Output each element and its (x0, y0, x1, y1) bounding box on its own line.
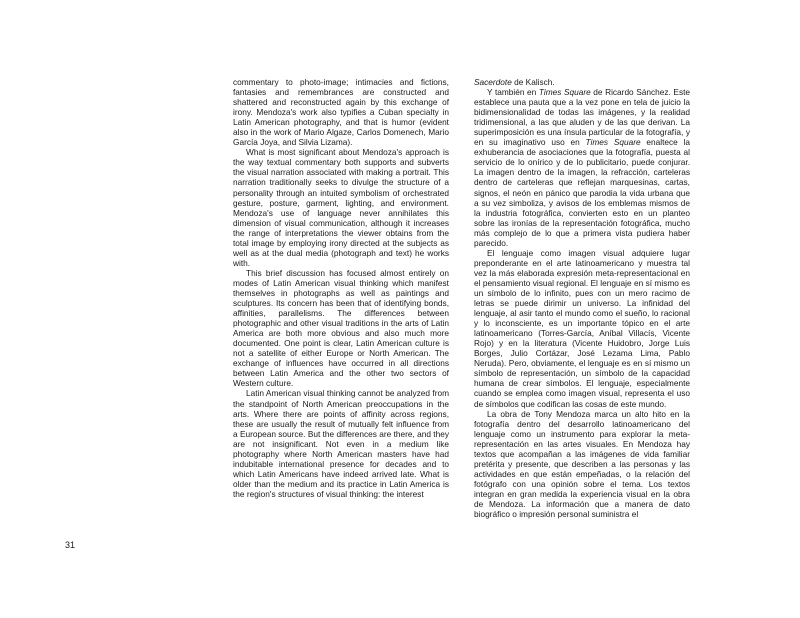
paragraph-text: Y también en (487, 87, 539, 98)
paragraph: commentary to photo-image; intimacies and fictions, fantasies and remembrances are constructed and shattered and reconstructed again by this exchange of irony. Mendoza's work also typifies a Cuban specialty in Latin American photography, and that is humor (evident also in the work of Mario Algaze, Carlos Domenech, Mario García Joya, and Silvia Lizama). (233, 77, 449, 148)
spanish-text-column (474, 77, 690, 519)
paragraph (474, 77, 690, 87)
italic-title: Sacerdote (474, 77, 512, 87)
paragraph (474, 87, 690, 248)
paragraph: La obra de Tony Mendoza marca un alto hito en la fotografía dentro del desarrollo latinoamericano del lenguaje como un instrumento para explorar la meta-representación en las artes visuales. En Mendoza hay textos que acompañan a las imágenes de vida familiar pretérita y presente, que describen a las personas y las actividades en que están empeñadas, o la relación del fotógrafo con una opinión sobre el tema. Los textos integran en gran medida la experiencia visual en la obra de Mendoza. La información que a manera de dato biográfico o impresión personal suministra el (474, 408, 690, 520)
paragraph-text: de Ricardo Sánchez. Este establece una pauta que a la vez pone en tela de juicio la bidimensionalidad de todas las imágenes, y la realidad tridimensional, a las que aluden y de las que derivan. La superimposición es una ínsula particular de la fotografía, y en su imaginativo uso en (474, 87, 691, 148)
italic-title: Times Square (538, 87, 591, 98)
italic-title: Times Square (585, 137, 641, 148)
paragraph: What is most significant about Mendoza's approach is the way textual commentary both supports and subverts the visual narration associated with making a portrait. This narration traditionally seeks to divulge the structure of a personality through an intuited symbolism of orchestrated gesture, posture, garment, lighting, and environment. Mendoza's use of language never annihilates this dimension of visual communication, although it increases the range of interpretations the viewer obtains from the total image by employing irony directed at the subjects as well as at the dual media (photograph and text) he works with. (233, 147, 449, 268)
paragraph: El lenguaje como imagen visual adquiere lugar preponderante en el arte latinoamericano y muestra tal vez la más elaborada expresión meta-representacional en el pensamiento visual regional. El lenguaje en sí mismo es un símbolo de lo infinito, pues con un mero racimo de letras se puede dirimir un universo. La infinidad del lenguaje, al asir tanto el mundo como el sueño, lo racional y lo inconsciente, es un importante tópico en el arte latinoamericano (Torres-García, Aníbal Villacís, Vicente Rojo) y en la literatura (Vicente Huidobro, Jorge Luis Borges, Julio Cortázar, José Lezama Lima, Pablo Neruda). Pero, obviamente, el lenguaje es en sí mismo un símbolo de representación, un símbolo de la capacidad humana de crear símbolos. El lenguaje, especialmente cuando se emplea como imagen visual, representa el uso de símbolos que codifican las cosas de este mundo. (474, 247, 690, 409)
page-number: 31 (65, 540, 76, 550)
paragraph-text: de Kalisch. (511, 77, 555, 87)
paragraph-text: enaltece la exhuberancia de asociaciones que la fotografía, puesta al servicio de lo onírico y de lo publicitario, puede conjurar. La imagen dentro de la imagen, la refracción, carteleras dentro de carteleras que reflejan marquesinas, cartas, signos, el neón en pánico que parodia la vida urbana que a su vez simboliza, y avisos de los emblemas mismos de la industria fotográfica, convierten esto en un planteo sobre las ironías de la representación fotográfica, mucho más complejo de lo que a primera vista pudiera haber parecido. (474, 137, 691, 248)
english-text-column (233, 77, 449, 499)
paragraph: Latin American visual thinking cannot be analyzed from the standpoint of North American preoccupations in the arts. Where there are points of affinity across regions, these are usually the result of mutually felt influence from a European source. But the differences are there, and they are not insignificant. Not even in a medium like photography where North American masters have had indubitable international presence for decades and to which Latin Americans have indeed arrived late. What is older than the medium and its practice in Latin America is the region's structures of visual thinking: the interest (233, 388, 449, 499)
paragraph: This brief discussion has focused almost entirely on modes of Latin American visual thinking which manifest themselves in photographs as well as paintings and sculptures. Its concern has been that of identifying bonds, affinities, parallelisms. The differences between photographic and other visual traditions in the arts of Latin America are both more obvious and also much more documented. One point is clear, Latin American culture is not a satellite of either Europe or North American. The exchange of influences have occurred in all directions between Latin America and the other two sectors of Western culture. (233, 267, 449, 389)
